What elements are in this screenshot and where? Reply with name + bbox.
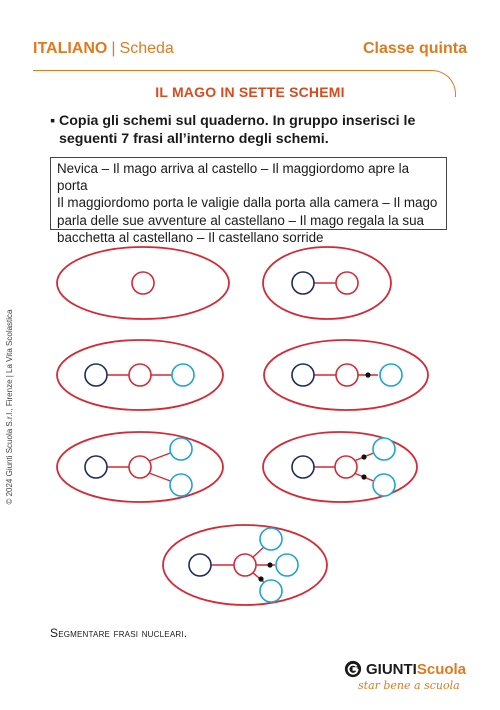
indirect-object-node — [373, 438, 395, 460]
sentences-line: bacchetta al castellano – Il castellano sorride — [57, 229, 324, 245]
indirect-object-node — [380, 364, 402, 386]
verb-node — [234, 554, 256, 576]
copyright-text: © 2024 Giunti Scuola S.r.l., Firenze | La Vita Scolastica — [5, 309, 14, 505]
logo-brand-left: GIUNTI — [366, 660, 417, 678]
connector-dot — [361, 454, 366, 459]
subject-node — [189, 554, 211, 576]
bullet-icon: ▪ — [50, 113, 56, 129]
connector-dot — [365, 372, 370, 377]
verb-node — [129, 456, 151, 478]
page-title: IL MAGO IN SETTE SCHEMI — [155, 84, 345, 100]
sentences-line: parla delle sue avventure al castellano – Il mago regala la sua — [57, 212, 424, 228]
verb-node — [335, 456, 357, 478]
object-node — [260, 528, 282, 550]
schemes-diagram — [0, 240, 500, 610]
subject-node — [292, 364, 314, 386]
header-separator: | — [111, 40, 116, 57]
sentences-line: Il maggiordomo porta le valigie dalla porta alla camera – Il mago — [57, 195, 438, 211]
instruction-text: Copia gli schemi sul quaderno. In gruppo inserisci le seguenti 7 frasi all’interno degli schemi. — [59, 113, 416, 147]
connector-dot — [258, 576, 263, 581]
scheme-2 — [263, 247, 391, 319]
verb-node — [132, 272, 154, 294]
connector-line — [149, 473, 173, 482]
indirect-object-node — [260, 580, 282, 602]
connector-line — [252, 546, 265, 558]
scheme-7 — [163, 525, 327, 605]
subject-node — [292, 456, 314, 478]
instruction — [50, 112, 470, 148]
header-subject: ITALIANO — [33, 40, 108, 57]
connector-dot — [361, 474, 366, 479]
object-node — [172, 364, 194, 386]
verb-node — [129, 364, 151, 386]
scheme-ellipse — [57, 247, 229, 319]
page-header — [33, 40, 467, 66]
connector-dot — [267, 562, 272, 567]
sentences-line: Nevica – Il mago arriva al castello – Il maggiordomo apre la porta — [57, 161, 410, 194]
scheme-1 — [57, 247, 229, 319]
indirect-object-node — [373, 474, 395, 496]
scheme-4 — [264, 340, 428, 410]
subject-node — [292, 272, 314, 294]
sentences-box — [50, 157, 447, 245]
scheme-3 — [57, 340, 223, 410]
object-node — [170, 438, 192, 460]
indirect-object-node — [276, 554, 298, 576]
subject-node — [85, 364, 107, 386]
object-node — [170, 474, 192, 496]
scheme-6 — [263, 432, 417, 502]
header-section: Scheda — [119, 40, 174, 57]
logo-brand-right: Scuola — [416, 660, 467, 678]
verb-node — [336, 272, 358, 294]
connector-line — [149, 452, 173, 461]
footer-note: Segmentare frasi nucleari. — [50, 626, 188, 640]
scheme-5 — [57, 432, 223, 502]
header-subject-section — [33, 40, 174, 58]
subject-node — [85, 456, 107, 478]
verb-node — [336, 364, 358, 386]
header-grade: Classe quinta — [362, 40, 467, 57]
logo-tagline: star bene a scuola — [358, 679, 460, 692]
giunti-g-icon — [344, 660, 362, 678]
giunti-logo — [344, 660, 474, 692]
